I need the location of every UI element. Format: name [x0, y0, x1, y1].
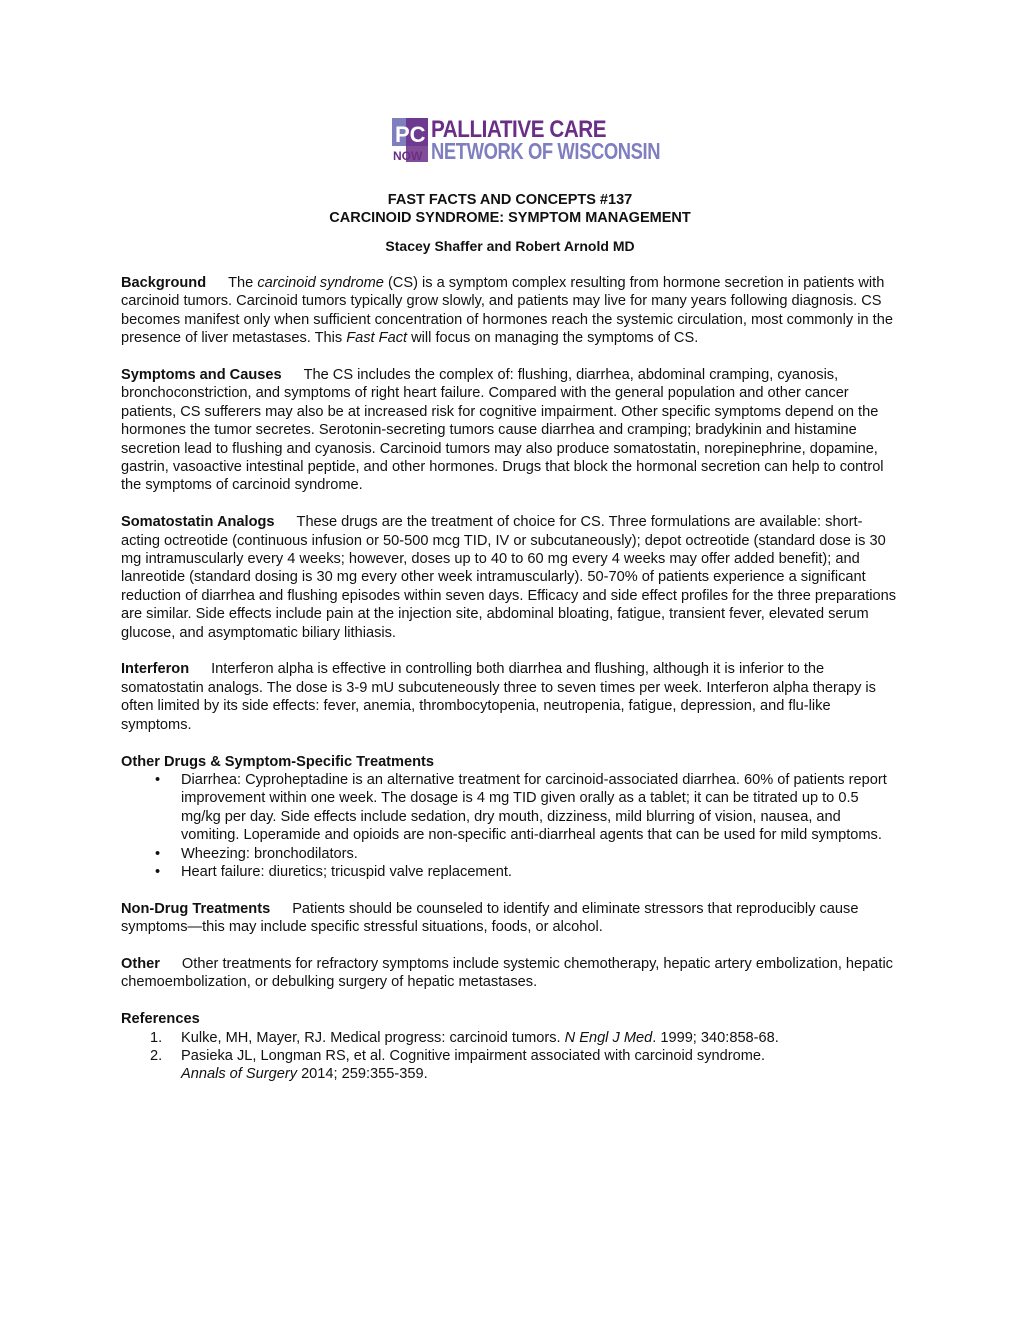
- list-item: [155, 845, 901, 863]
- reference-list: [121, 1029, 901, 1084]
- section-heading: References: [121, 1011, 200, 1028]
- authors: Stacey Shaffer and Robert Arnold MD: [385, 238, 635, 254]
- document-title: CARCINOID SYNDROME: SYMPTOM MANAGEMENT: [329, 210, 691, 226]
- logo-line-2: NETWORK OF WISCONSIN: [431, 138, 661, 164]
- section-text: will focus on managing the symptoms of CS.: [407, 330, 699, 347]
- section-heading: Somatostatin Analogs: [121, 514, 275, 531]
- section-text: (CS) is a symptom complex resulting from hormone secretion in patients with carcinoid tumors. Carcinoid tumors typically grow slowly, and patients may live for many years following diagnosis. CS becomes manifest only when sufficient concentration of hormones reach the systemic circulation, most commonly in the presence of liver metastases. This: [121, 275, 893, 347]
- reference-item: [150, 1047, 901, 1084]
- section-other: [121, 955, 901, 992]
- list-item-text: Wheezing: bronchodilators.: [181, 845, 358, 862]
- section-non-drug: [121, 900, 901, 937]
- section-heading: Other Drugs & Symptom-Specific Treatments: [121, 753, 435, 770]
- section-text: These drugs are the treatment of choice for CS. Three formulations are available: short-acting octreotide (continuous infusion or 50-500 mcg TID, IV or subcutaneously); depot octreotide (standard dose is 30 mg intramuscularly every 4 weeks; however, doses up to 40 to 60 mg every 4 weeks may offer added benefit); and lanreotide (standard dosing is 30 mg every other week intramuscularly). 50-70% of patients experience a significant reduction of diarrhea and flushing episodes within seven days. Efficacy and side effect profiles for the three preparations are similar. Side effects include pain at the injection site, abdominal bloating, fatigue, transient fever, elevated serum glucose, and asymptomatic biliary lithiasis.: [121, 514, 897, 641]
- section-text: Other treatments for refractory symptoms include systemic chemotherapy, hepatic artery embolization, hepatic chemoembolization, or debulking surgery of hepatic metastases.: [121, 955, 893, 991]
- section-text: Patients should be counseled to identify and eliminate stressors that reproducibly cause symptoms—this may include specific stressful situations, foods, or alcohol.: [121, 900, 859, 936]
- bullet-icon: •: [155, 771, 161, 788]
- section-other-drugs: [121, 753, 901, 882]
- reference-text: . 1999; 340:858-68.: [652, 1029, 779, 1046]
- section-heading: Background: [121, 275, 207, 291]
- organization-logo: [392, 116, 661, 164]
- logo-line-1: PALLIATIVE CARE: [431, 116, 607, 143]
- list-item: [155, 771, 901, 845]
- section-heading: Non-Drug Treatments: [121, 900, 271, 917]
- section-background: [121, 274, 901, 348]
- section-heading: Symptoms and Causes: [121, 367, 282, 384]
- treatment-list: [121, 771, 901, 881]
- section-text: Interferon alpha is effective in controlling both diarrhea and flushing, although it is inferior to the somatostatin analogs. The dose is 3-9 mU subcuteneously three to seven times per week. Interferon alpha therapy is often limited by its side effects: fever, anemia, thrombocytopenia, neutropenia, fatigue, depression, and flu-like symptoms.: [121, 661, 876, 733]
- section-text: The CS includes the complex of: flushing, diarrhea, abdominal cramping, cyanosis, bronchoconstriction, and symptoms of right heart failure. Compared with the general population and other cancer patients, CS sufferers may also be at increased risk for cognitive impairment. Other specific symptoms depend on the hormones the tumor secretes. Serotonin-secreting tumors cause diarrhea and cramping; bradykinin and histamine secretion lead to flushing and cyanosis. Carcinoid tumors may also produce somatostatin, norepinephrine, dopamine, gastrin, vasoactive intestinal peptide, and other hormones. Drugs that block the hormonal secretion can help to control the symptoms of carcinoid syndrome.: [121, 367, 884, 494]
- bullet-icon: •: [155, 863, 161, 880]
- section-heading: Other: [121, 955, 160, 972]
- section-references: [121, 1010, 901, 1084]
- logo-mark-top: PC: [395, 122, 426, 147]
- bullet-icon: •: [155, 845, 161, 862]
- pc-now-logo-mark: [392, 118, 428, 162]
- reference-journal: N Engl J Med: [564, 1029, 653, 1046]
- series-title: FAST FACTS AND CONCEPTS #137: [387, 192, 633, 208]
- reference-text: 2014; 259:355-359.: [297, 1066, 428, 1083]
- reference-number: 2.: [150, 1047, 163, 1064]
- section-symptoms: [121, 366, 901, 495]
- document-body: [121, 274, 901, 1084]
- list-item: [155, 863, 901, 881]
- reference-number: 1.: [150, 1029, 163, 1046]
- section-interferon: [121, 660, 901, 734]
- list-item-text: Heart failure: diuretics; tricuspid valve replacement.: [181, 863, 512, 880]
- reference-item: [150, 1029, 901, 1047]
- list-item-text: Diarrhea: Cyproheptadine is an alternative treatment for carcinoid-associated diarrhea. 60% of patients report improvement within one week. The dosage is 4 mg TID given orally as a tablet; it can be titrated up to 0.5 mg/kg per day. Side effects include sedation, dry mouth, dizziness, mild blurring of vision, nausea, and vomiting. Loperamide and opioids are non-specific anti-diarrheal agents that can be used for mild symptoms.: [181, 771, 887, 844]
- section-emphasis: Fast Fact: [346, 330, 408, 347]
- reference-text: Pasieka JL, Longman RS, et al. Cognitive impairment associated with carcinoid syndrome.: [181, 1047, 766, 1064]
- reference-text: Kulke, MH, Mayer, RJ. Medical progress: carcinoid tumors.: [181, 1029, 565, 1046]
- reference-journal: Annals of Surgery: [181, 1066, 298, 1083]
- section-heading: Interferon: [121, 661, 190, 678]
- section-text: The: [228, 275, 258, 291]
- section-emphasis: carcinoid syndrome: [257, 275, 384, 291]
- logo-mark-bottom: NOW: [393, 149, 423, 162]
- section-somatostatin: [121, 513, 901, 642]
